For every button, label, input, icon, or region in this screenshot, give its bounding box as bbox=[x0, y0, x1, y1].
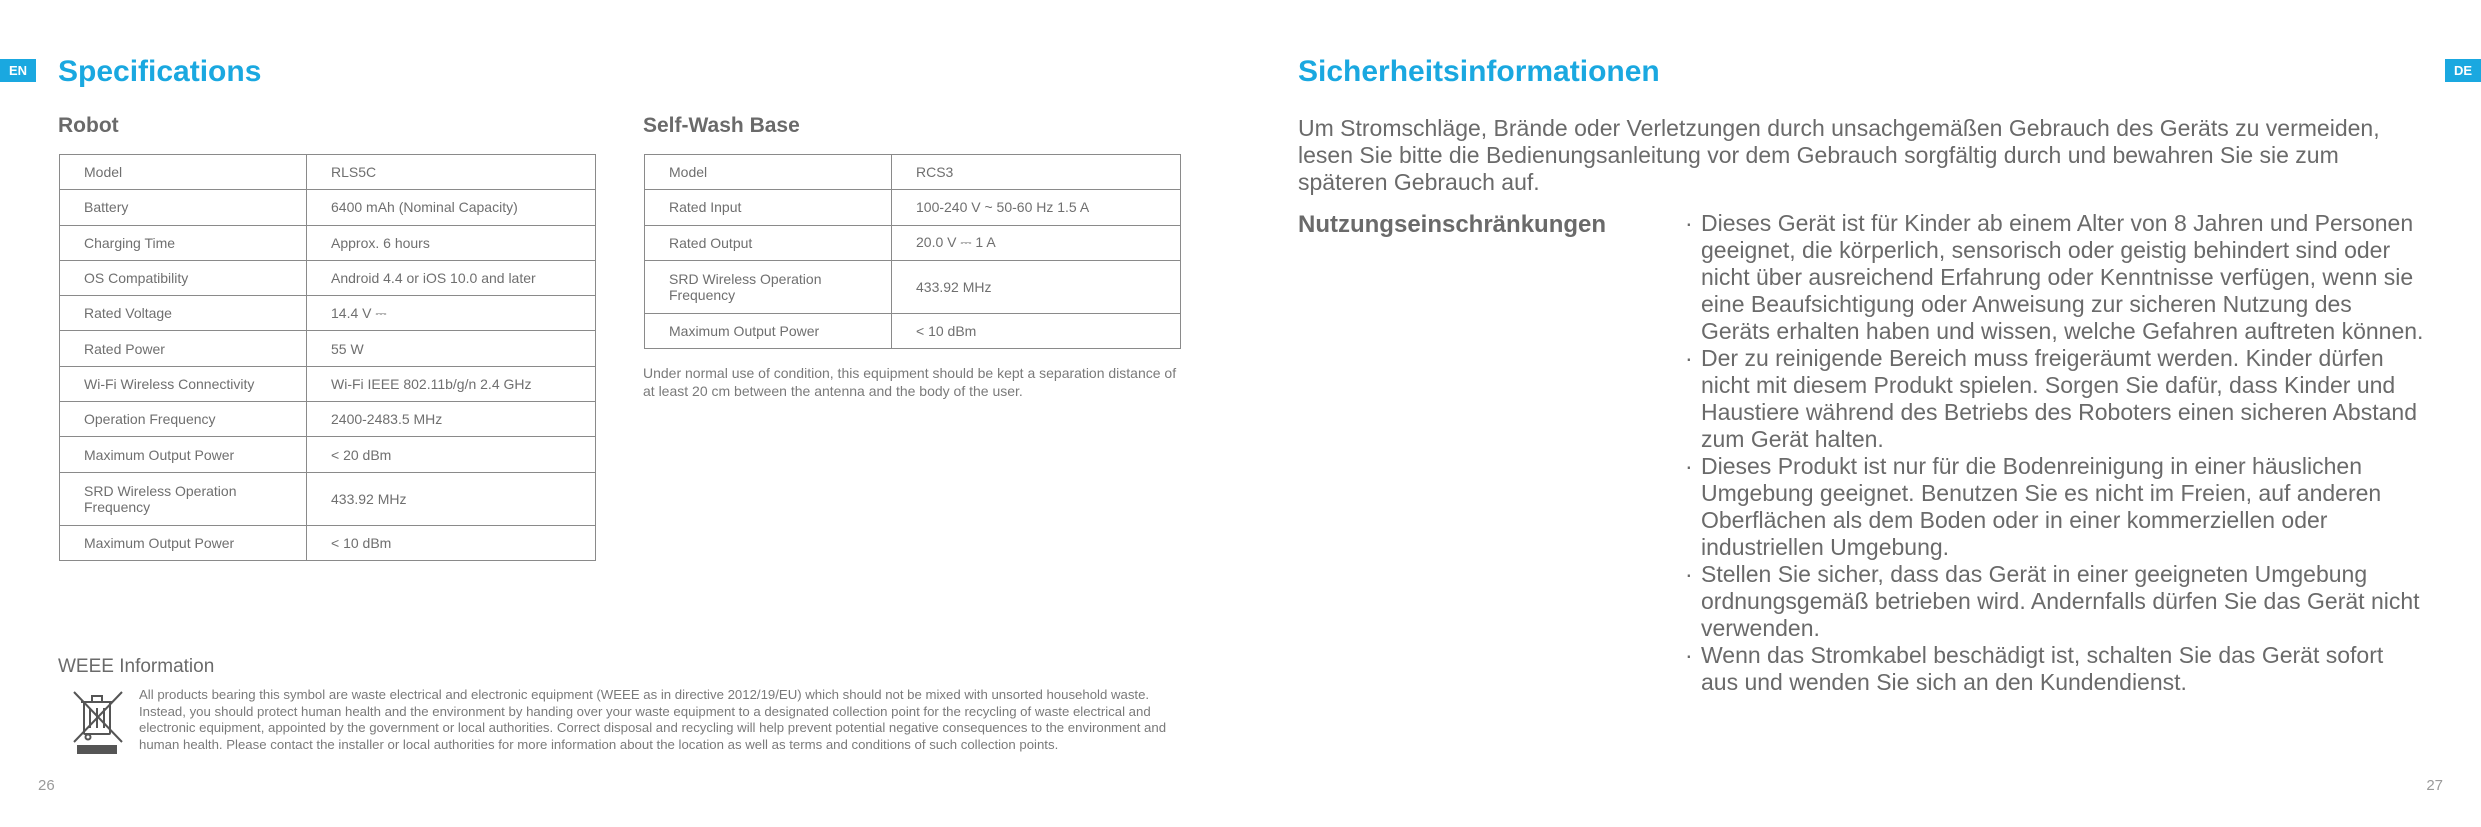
spec-value: 433.92 MHz bbox=[307, 472, 596, 525]
crossed-out-bin-icon bbox=[70, 688, 126, 756]
spec-row bbox=[60, 402, 596, 437]
usage-restrictions-list bbox=[1685, 210, 2425, 696]
spec-value: 6400 mAh (Nominal Capacity) bbox=[307, 190, 596, 225]
spec-value: 55 W bbox=[307, 331, 596, 366]
spec-value: 14.4 V ⎓ bbox=[307, 296, 596, 331]
spec-key: Model bbox=[645, 155, 892, 190]
spec-row bbox=[645, 190, 1181, 225]
spec-key: Rated Power bbox=[60, 331, 307, 366]
spec-key: Maximum Output Power bbox=[60, 525, 307, 560]
spec-row bbox=[60, 296, 596, 331]
section-title-robot: Robot bbox=[58, 114, 119, 137]
spec-row bbox=[645, 260, 1181, 313]
spec-key: Rated Input bbox=[645, 190, 892, 225]
spec-row bbox=[645, 225, 1181, 260]
spec-key: Rated Output bbox=[645, 225, 892, 260]
list-item: · Dieses Gerät ist für Kinder ab einem Alter von 8 Jahren und Personen geeignet, die körperlich, sensorisch oder geistig behindert sind oder nicht über ausreichend Erfahrung oder Kenntnisse verfügen, wenn sie eine Beaufsichtigung oder Anweisung zur sicheren Nutzung des Geräts erhalten haben und wissen, welche Gefahren auftreten können. bbox=[1685, 210, 2425, 345]
spec-key: Charging Time bbox=[60, 225, 307, 260]
spec-key: SRD Wireless Operation Frequency bbox=[60, 472, 307, 525]
list-item: · Stellen Sie sicher, dass das Gerät in einer geeigneten Umgebung ordnungsgemäß betrieben wird. Andernfalls dürfen Sie das Gerät nicht verwenden. bbox=[1685, 561, 2425, 642]
spec-value: < 10 dBm bbox=[892, 313, 1181, 348]
spec-row bbox=[60, 437, 596, 472]
spec-value: 433.92 MHz bbox=[892, 260, 1181, 313]
language-tab-de: DE bbox=[2445, 59, 2481, 82]
spec-row bbox=[60, 331, 596, 366]
spec-row bbox=[60, 225, 596, 260]
section-title-base: Self-Wash Base bbox=[643, 114, 800, 137]
spec-row bbox=[60, 155, 596, 190]
spec-value: Approx. 6 hours bbox=[307, 225, 596, 260]
spec-value: 2400-2483.5 MHz bbox=[307, 402, 596, 437]
spec-row bbox=[60, 472, 596, 525]
spec-row bbox=[60, 525, 596, 560]
spec-key: Operation Frequency bbox=[60, 402, 307, 437]
list-item: · Der zu reinigende Bereich muss freigeräumt werden. Kinder dürfen nicht mit diesem Produkt spielen. Sorgen Sie dafür, dass Kinder und Haustiere während des Betriebs des Roboters einen sicheren Abstand zum Gerät halten. bbox=[1685, 345, 2425, 453]
list-item: · Wenn das Stromkabel beschädigt ist, schalten Sie das Gerät sofort aus und wenden Sie sich an den Kundendienst. bbox=[1685, 642, 2425, 696]
spec-key: Battery bbox=[60, 190, 307, 225]
spec-value: RLS5C bbox=[307, 155, 596, 190]
spec-value: < 20 dBm bbox=[307, 437, 596, 472]
spec-value: RCS3 bbox=[892, 155, 1181, 190]
robot-spec-table bbox=[59, 154, 596, 561]
weee-text: All products bearing this symbol are waste electrical and electronic equipment (WEEE as in directive 2012/19/EU) which should not be mixed with unsorted household waste. Instead, you should protect human health and the environment by handing over your waste equipment to a designated collection point for the recycling of waste electrical and electronic equipment, appointed by the government or local authorities. Correct disposal and recycling will help prevent potential negative consequences to the environment and human health. Please contact the installer or local authorities for more information about the location as well as terms and conditions of such collection points. bbox=[139, 687, 1167, 752]
spec-key: OS Compatibility bbox=[60, 260, 307, 295]
base-spec-table bbox=[644, 154, 1181, 349]
spec-key: SRD Wireless Operation Frequency bbox=[645, 260, 892, 313]
spec-key: Rated Voltage bbox=[60, 296, 307, 331]
spec-key: Maximum Output Power bbox=[60, 437, 307, 472]
list-item: · Dieses Produkt ist nur für die Bodenreinigung in einer häuslichen Umgebung geeignet. Benutzen Sie es nicht im Freien, auf anderen Oberflächen als dem Boden oder in einer kommerziellen oder industriellen Umgebung. bbox=[1685, 453, 2425, 561]
spec-key: Model bbox=[60, 155, 307, 190]
spec-key: Maximum Output Power bbox=[645, 313, 892, 348]
spec-row bbox=[645, 313, 1181, 348]
spec-value: 20.0 V ⎓ 1 A bbox=[892, 225, 1181, 260]
weee-title: WEEE Information bbox=[58, 656, 215, 677]
spec-row bbox=[60, 190, 596, 225]
spec-row bbox=[645, 155, 1181, 190]
usage-restrictions-title: Nutzungseinschränkungen bbox=[1298, 211, 1607, 238]
page-title-specifications: Specifications bbox=[58, 55, 262, 88]
page-number-right: 27 bbox=[2426, 777, 2443, 794]
page-number-left: 26 bbox=[38, 777, 55, 794]
spec-value: < 10 dBm bbox=[307, 525, 596, 560]
page-title-safety: Sicherheitsinformationen bbox=[1298, 55, 1660, 88]
spec-value: 100-240 V ~ 50-60 Hz 1.5 A bbox=[892, 190, 1181, 225]
spec-row bbox=[60, 366, 596, 401]
safety-intro: Um Stromschläge, Brände oder Verletzungen durch unsachgemäßen Gebrauch des Geräts zu vermeiden, lesen Sie bitte die Bedienungsanleitung vor dem Gebrauch sorgfältig durch und bewahren Sie sie zum späteren Gebrauch auf. bbox=[1298, 115, 2380, 195]
language-tab-en: EN bbox=[0, 59, 36, 82]
spec-value: Wi-Fi IEEE 802.11b/g/n 2.4 GHz bbox=[307, 366, 596, 401]
spec-value: Android 4.4 or iOS 10.0 and later bbox=[307, 260, 596, 295]
spec-row bbox=[60, 260, 596, 295]
antenna-distance-note: Under normal use of condition, this equipment should be kept a separation distance of at least 20 cm between the antenna and the body of the user. bbox=[643, 365, 1177, 399]
spec-key: Wi-Fi Wireless Connectivity bbox=[60, 366, 307, 401]
